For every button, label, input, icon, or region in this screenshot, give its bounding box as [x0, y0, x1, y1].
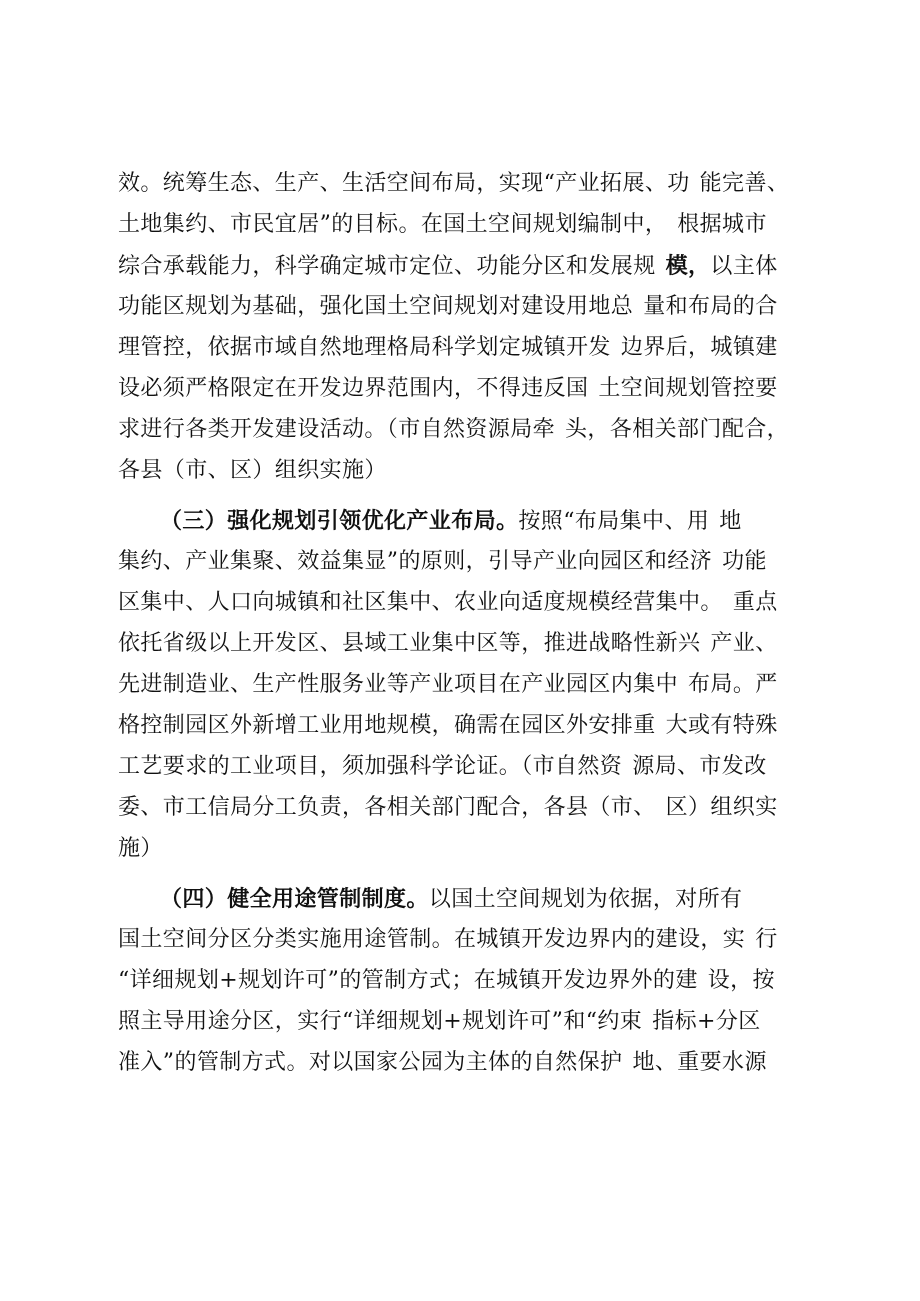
text-line: “详细规划+规划许可”的管制方式；在城镇开发边界外的建 设，按: [118, 968, 775, 993]
text-line: 先进制造业、生产性服务业等产业项目在产业园区内集中 布局。严: [118, 672, 778, 697]
text-line: 集约、产业集聚、效益集显”的原则，引导产业向园区和经济 功能: [118, 549, 767, 574]
text-line: 格控制园区外新增工业用地规模，确需在园区外安排重 大或有特殊: [118, 713, 778, 738]
text-line: 各县（市、区）组织实施）: [118, 458, 387, 483]
text-line: 施）: [118, 836, 163, 861]
text-line: 准入”的管制方式。对以国家公园为主体的自然保护 地、重要水源: [118, 1050, 767, 1075]
text-line: 照主导用途分区，实行“详细规划+规划许可”和“约束 指标+分区: [118, 1009, 761, 1034]
section-4-heading-line: （四）健全用途管制制度。以国土空间规划为依据，对所有: [160, 886, 743, 912]
text-line: 理管控，依据市域自然地理格局科学划定城镇开发 边界后，城镇建: [118, 335, 778, 360]
section-3-heading-line: （三）强化规划引领优化产业布局。按照“布局集中、用 地: [160, 508, 742, 534]
text-line: 委、市工信局分工负责，各相关部门配合，各县（市、 区）组织实: [118, 795, 778, 820]
section-3-heading: （三）强化规划引领优化产业布局。: [160, 508, 519, 534]
text-line: 工艺要求的工业项目，须加强科学论证。（市自然资 源局、市发改: [118, 754, 767, 779]
text-line: 综合承载能力，科学确定城市定位、功能分区和发展规 模，以主体: [118, 253, 778, 279]
text-line: 国土空间分区分类实施用途管制。在城镇开发边界内的建设，实 行: [118, 927, 778, 952]
text-line: 依托省级以上开发区、县域工业集中区等，推进战略性新兴 产业、: [118, 631, 778, 656]
text-line: 设必须严格限定在开发边界范围内，不得违反国 土空间规划管控要: [118, 376, 778, 401]
text-line: 土地集约、市民宜居”的目标。在国土空间规划编制中， 根据城市: [118, 212, 767, 237]
text-line: 功能区规划为基础，强化国土空间规划对建设用地总 量和布局的合: [118, 294, 778, 319]
text-line: 区集中、人口向城镇和社区集中、农业向适度规模经营集中。 重点: [118, 590, 778, 615]
text-line: 效。统筹生态、生产、生活空间布局，实现“产业拓展、功 能完善、: [118, 171, 790, 196]
text-line: 求进行各类开发建设活动。（市自然资源局牵 头，各相关部门配合，: [118, 417, 790, 442]
section-4-heading: （四）健全用途管制制度。: [160, 886, 429, 912]
